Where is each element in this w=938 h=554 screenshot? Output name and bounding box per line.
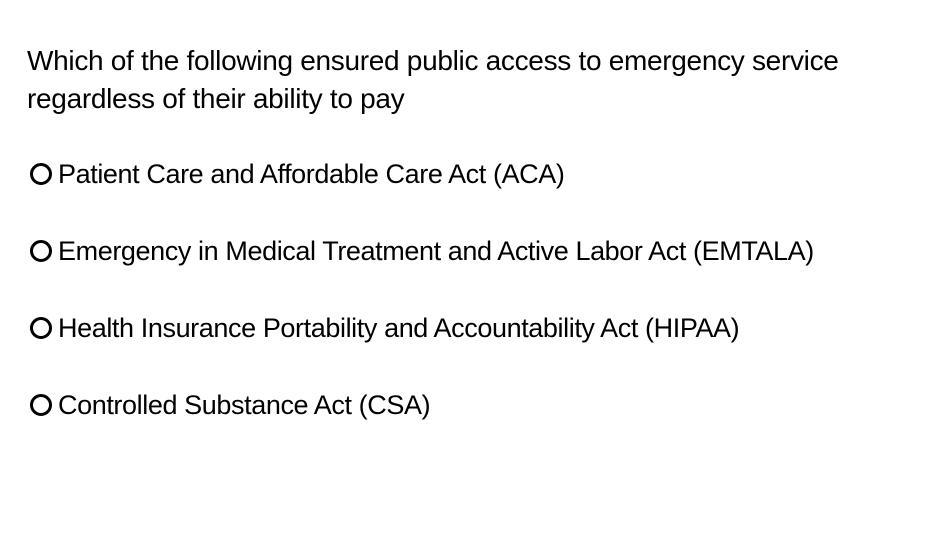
option-label: Emergency in Medical Treatment and Active Labor Act (EMTALA) <box>58 235 814 266</box>
option-label: Patient Care and Affordable Care Act (ACA) <box>58 158 565 189</box>
option-csa[interactable] <box>30 385 930 425</box>
option-label: Controlled Substance Act (CSA) <box>58 389 431 420</box>
answer-options <box>30 154 930 462</box>
option-aca[interactable] <box>30 154 930 194</box>
question-text: Which of the following ensured public access to emergency service regardless of their ability to pay <box>27 45 839 114</box>
option-hipaa[interactable] <box>30 308 930 348</box>
radio-button-icon[interactable] <box>30 394 52 416</box>
radio-button-icon[interactable] <box>30 240 52 262</box>
radio-button-icon[interactable] <box>30 317 52 339</box>
option-emtala[interactable] <box>30 231 930 271</box>
radio-button-icon[interactable] <box>30 163 52 185</box>
option-label: Health Insurance Portability and Accountability Act (HIPAA) <box>58 312 740 343</box>
